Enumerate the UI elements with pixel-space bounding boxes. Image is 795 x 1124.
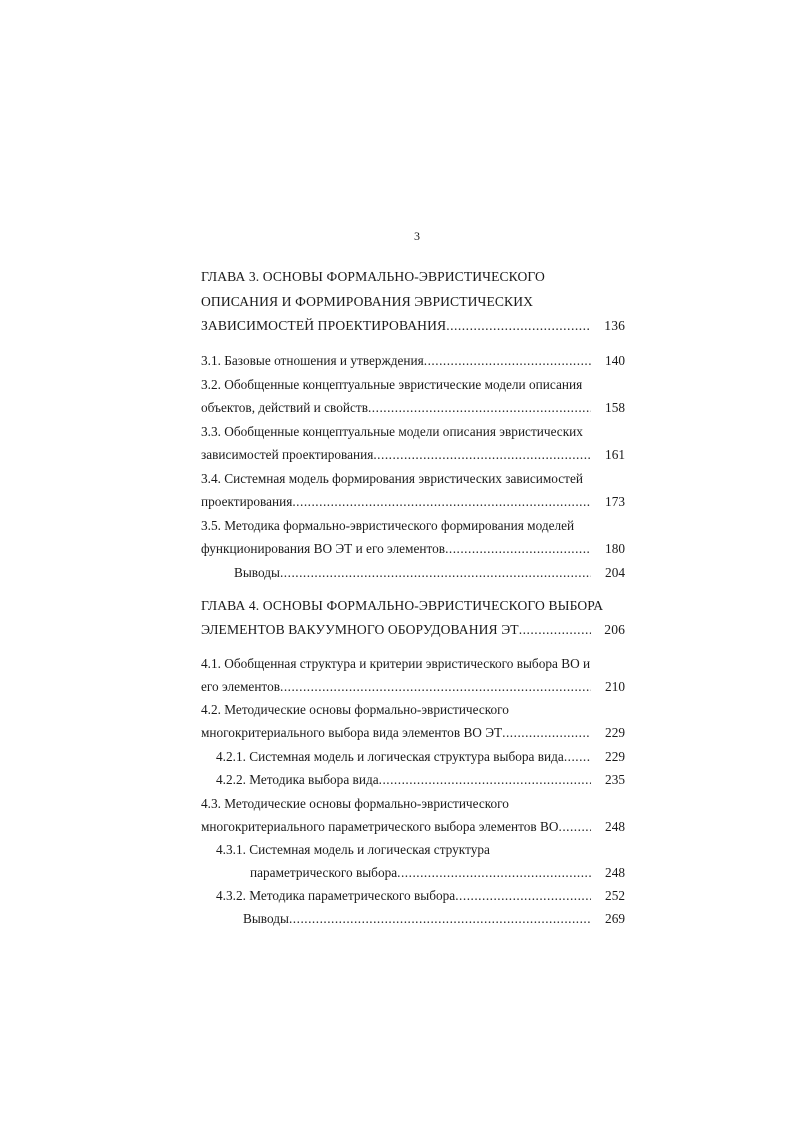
document-page: 3 ГЛАВА 3. ОСНОВЫ ФОРМАЛЬНО-ЭВРИСТИЧЕСКОГО ОПИСАНИЯ И ФОРМИРОВАНИЯ ЭВРИСТИЧЕСКИХ ЗАВИСИМОСТЕЙ ПРОЕКТИРОВАНИЯ ..... 136 3.1. Базовые отношения и утверждения ..... 140 3.2. Обобщенные концептуальные эвристические модели описания объектов, действий и свойств ..... 158 3.3. Обобщенные концептуальные модели описания эвристических зависимостей проектирования ..... 161 3.4. Системная модель формирования эвристических зависимостей проектирования ..... 173 3.5. Методика формально-эвристического формирования моделей функционирования ВО ЭТ и его элементов ..... 180 Выводы ..... 204 ГЛАВА 4. ОСНОВЫ ФОРМАЛЬНО-ЭВРИСТИЧЕСКОГО ВЫБОРА ЭЛЕМЕНТОВ ВАКУУМНОГО ОБОРУДОВАНИЯ ЭТ ..... 206 4.1. Обобщенная структура и критерии эвристического выбора ВО и его элементов ..... 210 4.2. Методические основы формально-эвристического многокритериального выбора вида элементов ВО ЭТ ..... 229 4.2.1. Системная модель и логическая структура выбора вида ..... 229 4.2.2. Методика выбора вида ..... 235 4.3. Методические основы формально-эвристического многокритериального параметрического выбора элементов ВО ..... 248 4.3.1. Системная модель и логическая структура параметрического выбора ..... 248 4.3.2. Методика параметрического выбора ..... 252 Выводы ..... 269 [0,0,795,1124]
leader-dots [424,351,591,371]
leader-dots [280,563,591,583]
toc-entry-3-5-line-1: 3.5. Методика формально-эвристического формирования моделей [201,518,575,533]
chapter-4-title-line-2: ЭЛЕМЕНТОВ ВАКУУМНОГО ОБОРУДОВАНИЯ ЭТ [201,622,519,637]
page-ref: 140 [605,353,625,368]
entry-title: многокритериального параметрического выбора элементов ВО [201,819,559,834]
chapter-4-title-line-1: ГЛАВА 4. ОСНОВЫ ФОРМАЛЬНО-ЭВРИСТИЧЕСКОГО ВЫБОРА [201,598,604,613]
toc-entry-4-3-1[interactable] [250,863,625,883]
toc-entry-4-1-line-1: 4.1. Обобщенная структура и критерии эвристического выбора ВО и [201,656,591,671]
toc-entry-4-3-line-1: 4.3. Методические основы формально-эвристического [201,796,509,811]
toc-entry-3-4[interactable] [201,492,625,512]
toc-entry-3-5[interactable] [201,539,625,559]
toc-entry-chapter-4[interactable] [201,620,625,640]
entry-title: Выводы [234,565,280,580]
entry-title: проектирования [201,494,293,509]
chapter-3-title-line-2: ОПИСАНИЯ И ФОРМИРОВАНИЯ ЭВРИСТИЧЕСКИХ [201,294,534,309]
page-ref: 136 [604,318,625,333]
toc-entry-4-1[interactable] [201,677,625,697]
page-ref: 229 [605,749,625,764]
page-ref: 248 [605,865,625,880]
page-ref: 173 [605,494,625,509]
toc-entry-4-2[interactable] [201,723,625,743]
page-ref: 204 [605,565,625,580]
toc-entry-4-3-1-line-1: 4.3.1. Системная модель и логическая структура [216,842,490,857]
toc-entry-3-2[interactable] [201,398,625,418]
leader-dots [446,316,591,336]
leader-dots [559,817,592,837]
entry-title: параметрического выбора [250,865,398,880]
page-ref: 248 [605,819,625,834]
page-ref: 210 [605,679,625,694]
leader-dots [289,909,591,929]
entry-title: объектов, действий и свойств [201,400,368,415]
entry-title: 4.3.2. Методика параметрического выбора [216,888,456,903]
toc-entry-3-3-line-1: 3.3. Обобщенные концептуальные модели описания эвристических [201,424,583,439]
page-ref: 158 [605,400,625,415]
leader-dots [280,677,591,697]
toc-entry-chapter-3-conclusions[interactable] [234,563,625,583]
leader-dots [502,723,591,743]
toc-entry-chapter-3[interactable] [201,316,625,336]
toc-entry-3-2-line-1: 3.2. Обобщенные концептуальные эвристические модели описания [201,377,583,392]
toc-entry-4-3-2[interactable] [216,886,625,906]
toc-entry-3-1[interactable] [201,351,625,371]
page-ref: 206 [604,622,625,637]
leader-dots [455,886,591,906]
entry-title: функционирования ВО ЭТ и его элементов [201,541,446,556]
leader-dots [368,398,591,418]
leader-dots [397,863,591,883]
toc-entry-3-4-line-1: 3.4. Системная модель формирования эвристических зависимостей [201,471,583,486]
page-ref: 235 [605,772,625,787]
entry-title: многокритериального выбора вида элементов ВО ЭТ [201,725,503,740]
page-ref: 269 [605,911,625,926]
page-ref: 180 [605,541,625,556]
page-ref: 229 [605,725,625,740]
toc-entry-4-2-2[interactable] [216,770,625,790]
leader-dots [373,445,591,465]
entry-title: его элементов [201,679,280,694]
entry-title: 4.2.2. Методика выбора вида [216,772,379,787]
toc-entry-3-3[interactable] [201,445,625,465]
entry-title: 3.1. Базовые отношения и утверждения [201,353,424,368]
leader-dots [379,770,591,790]
entry-title: зависимостей проектирования [201,447,374,462]
entry-title: 4.2.1. Системная модель и логическая структура выбора вида [216,749,564,764]
toc-entry-chapter-4-conclusions[interactable] [243,909,625,929]
leader-dots [564,747,591,767]
leader-dots [445,539,591,559]
leader-dots [292,492,591,512]
chapter-3-title-line-3: ЗАВИСИМОСТЕЙ ПРОЕКТИРОВАНИЯ [201,318,447,333]
page-ref: 252 [605,888,625,903]
entry-title: Выводы [243,911,289,926]
page-ref: 161 [605,447,625,462]
leader-dots [519,620,591,640]
toc-entry-4-2-1[interactable] [216,747,625,767]
chapter-3-title-line-1: ГЛАВА 3. ОСНОВЫ ФОРМАЛЬНО-ЭВРИСТИЧЕСКОГО [201,269,545,284]
toc-entry-4-2-line-1: 4.2. Методические основы формально-эвристического [201,702,509,717]
toc-entry-4-3[interactable] [201,817,625,837]
